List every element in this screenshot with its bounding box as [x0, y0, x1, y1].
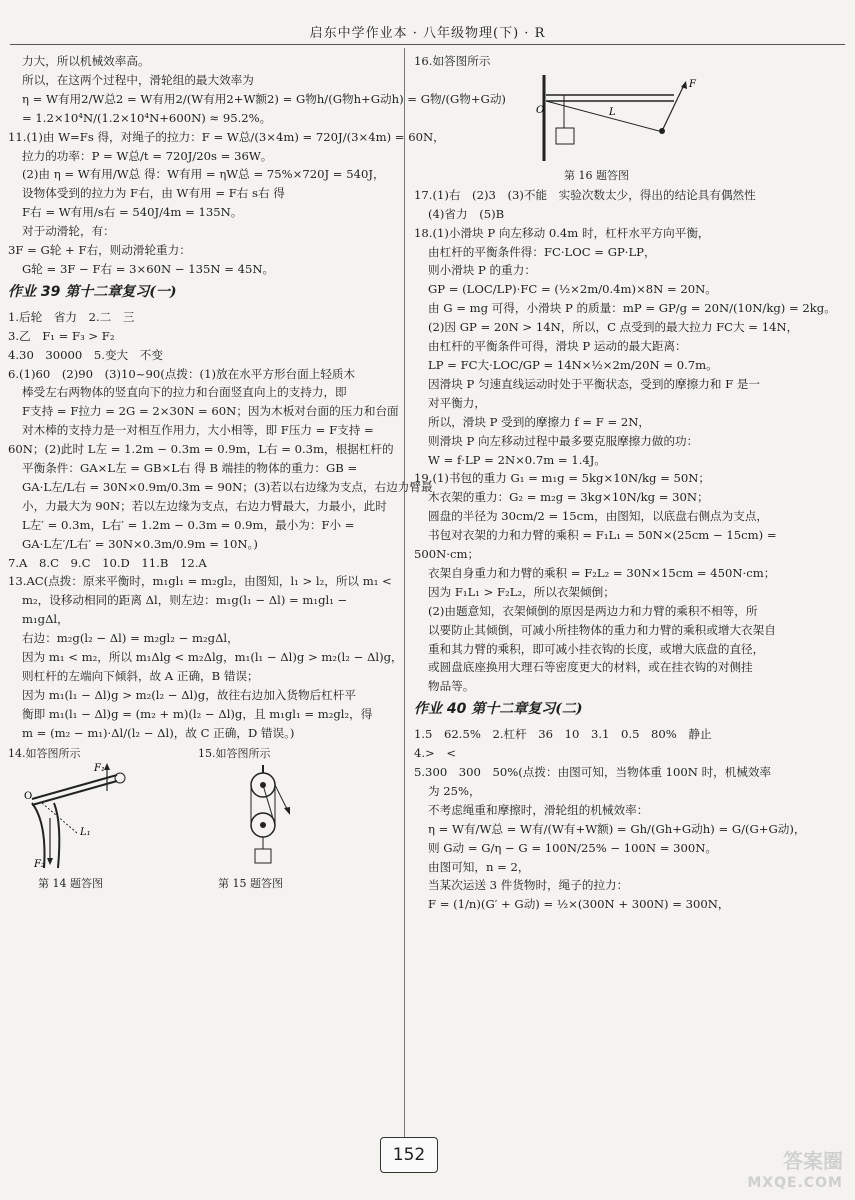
text-line: 对木棒的支持力是一对相互作用力，大小相等，即 F压力 = F支持 =: [22, 423, 374, 438]
text-line: 13.AC(点拨：原来平衡时，m₁gl₁ = m₂gl₂，由图知，l₁ > l₂，所以 m₁ <: [8, 574, 392, 589]
header-rule: [10, 44, 845, 45]
text-line: 所以，滑块 P 受到的摩擦力 f = F = 2N，: [428, 414, 651, 429]
text-line: (2)因 GP = 20N > 14N，所以，C 点受到的最大拉力 FC大 = 14N，: [428, 320, 799, 335]
figures-14-15: [8, 745, 398, 895]
text-line: 当某次运送 3 件货物时，绳子的拉力：: [428, 878, 629, 893]
text-line: LP = FC大·LOC/GP = 14N×½×2m/20N = 0.7m。: [428, 357, 718, 372]
text-line: 则 G动 = G/η − G = 100N/25% − 100N = 300N。: [428, 840, 718, 855]
figure-16-lever: [524, 73, 704, 163]
right-column: [414, 52, 846, 914]
text-line: (2)由题意知，衣架倾倒的原因是两边力和力臂的乘积不相等，所: [428, 603, 758, 618]
text-line: 小，力最大为 90N；若以左边缘为支点，右边力臂最大，力最小，此时: [22, 498, 387, 513]
column-divider: [404, 48, 405, 1138]
text-line: 因为 m₁ < m₂，所以 m₁Δlg < m₂Δlg，m₁(l₁ − Δl)g > m₂(l₂ − Δl)g，: [22, 650, 403, 665]
q16-label: 16.如答图所示: [414, 54, 491, 68]
text-line: 18.(1)小滑块 P 向左移动 0.4m 时，杠杆水平方向平衡，: [414, 225, 710, 240]
text-line: 为 25%，: [428, 783, 481, 798]
caption-16: 第 16 题答图: [564, 168, 629, 182]
text-line: 1.后轮 省力 2.二 三: [8, 309, 135, 324]
text-line: 平衡条件：GA×L左 = GB×L右 得 B 端挂的物体的重力：GB =: [22, 461, 358, 476]
watermark-logo: 答案圈 MXQE.COM: [747, 1149, 843, 1191]
text-line: 所以，在这两个过程中，滑轮组的最大效率为: [22, 72, 254, 87]
text-line: F支持 = F拉力 = 2G = 2×30N = 60N；因为木板对台面的压力和台面: [22, 404, 399, 419]
text-line: 对平衡力，: [428, 395, 486, 410]
text-line: 则杠杆的左端向下倾斜，故 A 正确，B 错误；: [22, 669, 259, 683]
text-line: m₁gΔl，: [22, 612, 69, 627]
text-line: 衡即 m₁(l₁ − Δl)g = (m₂ + m)(l₂ − Δl)g，且 m₁gl₁ = m₂gl₂，得: [22, 706, 373, 721]
text-line: F = (1/n)(G′ + G动) = ½×(300N + 300N) = 300N，: [428, 897, 730, 912]
text-line: GA·L左′/L右′ = 30N×0.3m/0.9m = 10N。): [22, 536, 258, 551]
text-line: W = f·LP = 2N×0.7m = 1.4J。: [428, 452, 606, 467]
text-line: 木衣架的重力：G₂ = m₂g = 3kg×10N/kg = 30N；: [428, 490, 709, 505]
svg-text:F₁: F₁: [94, 762, 105, 774]
text-line: 拉力的功率：P = W总/t = 720J/20s = 36W。: [22, 148, 273, 163]
text-line: L左′ = 0.3m，L右′ = 1.2m − 0.3m = 0.9m，最小为：F小 =: [22, 517, 355, 532]
svg-text:O: O: [536, 104, 545, 116]
text-line: 7.A 8.C 9.C 10.D 11.B 12.A: [8, 555, 207, 570]
text-line: 则滑块 P 向左移动过程中最多要克服摩擦力做的功：: [428, 433, 699, 448]
text-line: m = (m₂ − m₁)·Δl/(l₂ − Δl)，故 C 正确，D 错误。): [22, 725, 295, 740]
figure-14-lever: [22, 763, 152, 871]
text-line: (4)省力 (5)B: [428, 206, 505, 221]
text-line: 由杠杆的平衡条件可得，滑块 P 运动的最大距离：: [428, 339, 687, 354]
text-line: 6.(1)60 (2)90 (3)10~90(点拨：(1)放在水平方形台面上轻质木: [8, 366, 356, 381]
text-line: η = W有/W总 = W有/(W有+W额) = Gh/(Gh+G动h) = G/(G+G动)，: [428, 821, 806, 836]
text-line: 19.(1)书包的重力 G₁ = m₁g = 5kg×10N/kg = 50N；: [414, 471, 711, 486]
text-line: 5.300 300 50%(点拨：由图可知，当物体重 100N 时，机械效率: [414, 765, 772, 779]
text-line: 500N·cm；: [414, 547, 480, 562]
left-block-b: [8, 308, 433, 743]
text-line: 3F = G轮 + F右，则动滑轮重力：: [8, 243, 191, 258]
caption-14: 第 14 题答图: [38, 876, 103, 890]
text-line: 以要防止其倾倒，可减小所挂物体的重力和力臂的乘积或增大衣架自: [428, 622, 776, 637]
text-line: 因为 F₁L₁ > F₂L₂，所以衣架倾倒；: [428, 584, 615, 599]
svg-text:F₂: F₂: [34, 858, 45, 870]
running-header: 启东中学作业本 · 八年级物理(下) · R: [309, 26, 546, 41]
svg-text:L: L: [609, 106, 616, 118]
text-line: 力大，所以机械效率高。: [22, 54, 150, 68]
text-line: 设物体受到的拉力为 F右，由 W有用 = F右 s右 得: [22, 186, 285, 201]
text-line: 重和其力臂的乘积，即可减小挂衣钩的长度，或增大底盘的直径，: [428, 641, 765, 656]
q14-label: 14.如答图所示: [8, 746, 81, 760]
text-line: (2)由 η = W有用/W总 得：W有用 = ηW总 = 75%×720J = 540J，: [22, 167, 385, 182]
text-line: 不考虑绳重和摩擦时，滑轮组的机械效率：: [428, 802, 649, 817]
figure-16: [414, 73, 846, 165]
text-line: 物品等。: [428, 679, 475, 694]
text-line: 1.5 62.5% 2.杠杆 36 10 3.1 0.5 80% 静止: [414, 727, 712, 742]
figure-15-pulley: [218, 763, 308, 871]
text-line: 17.(1)右 (2)3 (3)不能 实验次数太少，得出的结论具有偶然性: [414, 187, 756, 202]
caption-15: 第 15 题答图: [218, 876, 283, 890]
text-line: 由图可知，n = 2，: [428, 859, 530, 874]
text-line: η = W有用2/W总2 = W有用2/(W有用2+W额2) = G物h/(G物h+G动h) = G物/(G物+G动): [22, 91, 506, 106]
text-line: F右 = W有用/s右 = 540J/4m = 135N。: [22, 205, 243, 220]
right-block-b: [414, 725, 846, 914]
text-line: 11.(1)由 W=Fs 得，对绳子的拉力：F = W总/(3×4m) = 720J/(3×4m) = 60N，: [8, 129, 445, 144]
text-line: 因滑块 P 匀速直线运动时处于平衡状态，受到的摩擦力和 F 是一: [428, 376, 761, 391]
text-line: GP = (LOC/LP)·FC = (½×2m/0.4m)×8N = 20N。: [428, 282, 717, 297]
text-line: 因为 m₁(l₁ − Δl)g > m₂(l₂ − Δl)g，故往右边加入货物后杠杆平: [22, 687, 356, 702]
q15-label: 15.如答图所示: [198, 746, 271, 760]
text-line: 对于动滑轮，有：: [22, 224, 115, 239]
text-line: 由 G = mg 可得，小滑块 P 的质量：mP = GP/g = 20N/(10N/kg) = 2kg。: [428, 301, 836, 316]
svg-text:F: F: [689, 78, 696, 90]
text-line: 4.30 30000 5.变大 不变: [8, 347, 163, 362]
text-line: 圆盘的半径为 30cm/2 = 15cm，由图知，以底盘右侧点为支点，: [428, 509, 769, 524]
text-line: G轮 = 3F − F右 = 3×60N − 135N = 45N。: [22, 261, 275, 276]
svg-text:L₁: L₁: [80, 826, 91, 838]
text-line: 右边：m₂g(l₂ − Δl) = m₂gl₂ − m₂gΔl，: [22, 631, 239, 646]
text-line: = 1.2×10⁴N/(1.2×10⁴N+600N) ≈ 95.2%。: [22, 110, 272, 125]
text-line: 或圆盘底座换用大理石等密度更大的材料，或在挂衣钩的对侧挂: [428, 660, 753, 675]
right-block-a: [414, 186, 846, 696]
svg-text:O: O: [24, 790, 33, 802]
text-line: 由杠杆的平衡条件得：FC·LOC = GP·LP，: [428, 244, 656, 259]
text-line: 则小滑块 P 的重力：: [428, 263, 536, 278]
text-line: 60N；(2)此时 L左 = 1.2m − 0.3m = 0.9m，L右 = 0.3m，根据杠杆的: [8, 442, 394, 457]
page-number: 152: [380, 1137, 438, 1173]
text-line: 棒受左右两物体的竖直向下的拉力和台面竖直向上的支持力，即: [22, 385, 347, 400]
section-39-heading: 作业 39 第十二章复习(一): [8, 283, 177, 300]
section-40-heading: 作业 40 第十二章复习(二): [414, 701, 583, 718]
text-line: 3.乙 F₁ = F₃ > F₂: [8, 328, 115, 343]
text-line: 衣架自身重力和力臂的乘积 = F₂L₂ = 30N×15cm = 450N·cm；: [428, 565, 776, 580]
text-line: GA·L左/L右 = 30N×0.9m/0.3m = 90N；(3)若以右边缘为支点，右边力臂最: [22, 479, 433, 494]
text-line: 4.> <: [414, 746, 457, 761]
text-line: m₂，设移动相同的距离 Δl，则左边：m₁g(l₁ − Δl) = m₁gl₁ −: [22, 593, 348, 608]
text-line: 书包对衣架的力和力臂的乘积 = F₁L₁ = 50N×(25cm − 15cm) =: [428, 528, 777, 543]
